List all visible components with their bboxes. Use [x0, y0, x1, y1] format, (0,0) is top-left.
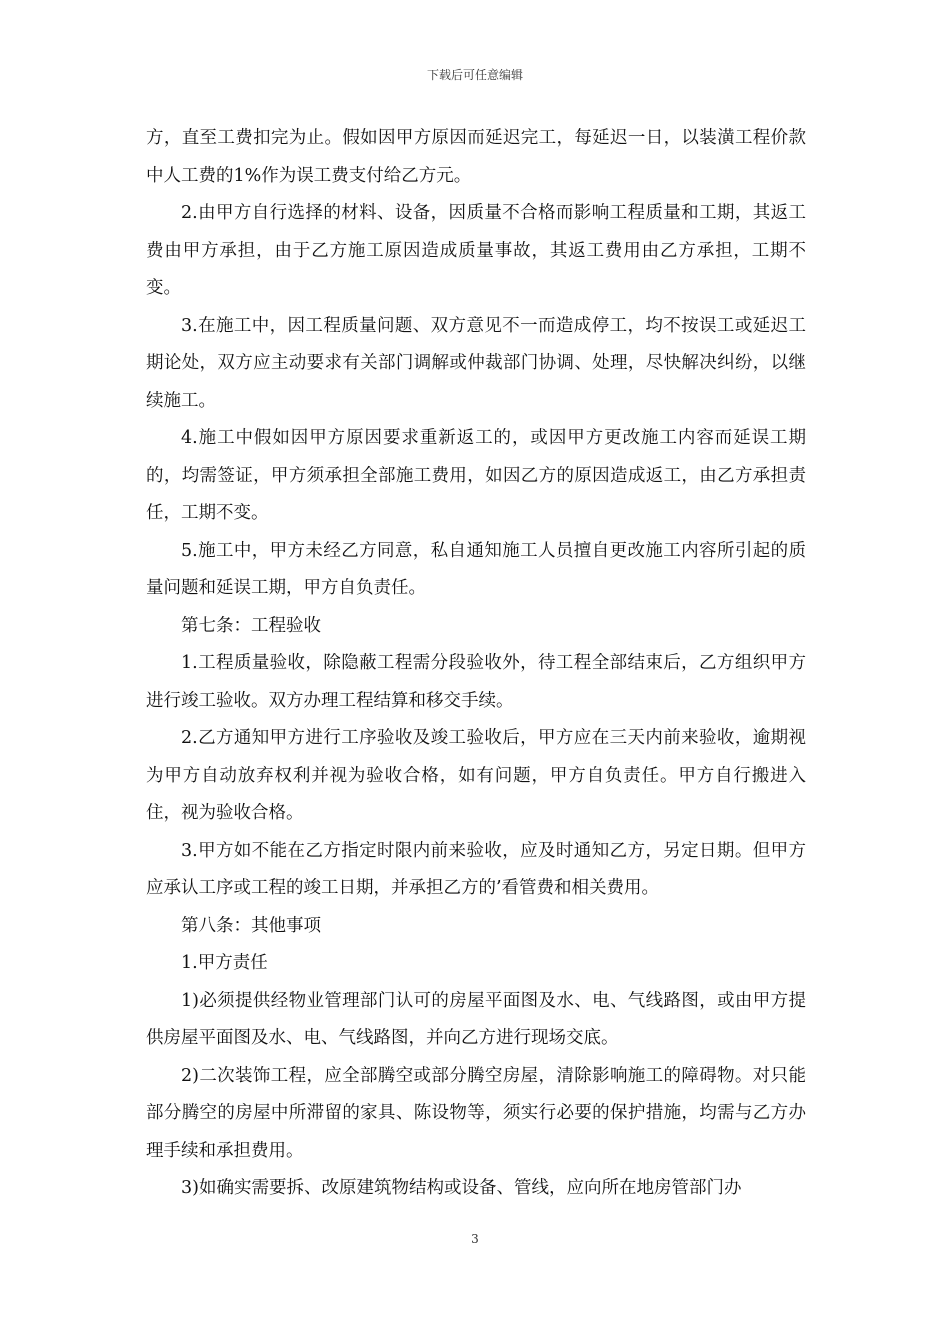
- paragraph: 3.甲方如不能在乙方指定时限内前来验收，应及时通知乙方，另定日期。但甲方应承认工序或工程的竣工日期，并承担乙方的’看管费和相关费用。: [146, 840, 806, 898]
- document-body: [146, 120, 806, 1208]
- section-heading: 第八条：其他事项: [181, 915, 321, 936]
- paragraph: 4.施工中假如因甲方原因要求重新返工的，或因甲方更改施工内容而延误工期的，均需签证，甲方须承担全部施工费用，如因乙方的原因造成返工，由乙方承担责任，工期不变。: [146, 428, 806, 523]
- section-heading: 第七条：工程验收: [181, 615, 321, 636]
- paragraph: 2.由甲方自行选择的材料、设备，因质量不合格而影响工程质量和工期，其返工费由甲方承担，由于乙方施工原因造成质量事故，其返工费用由乙方承担，工期不变。: [146, 203, 806, 298]
- page-number: 3: [471, 1232, 479, 1246]
- paragraph: 3)如确实需要拆、改原建筑物结构或设备、管线，应向所在地房管部门办: [181, 1178, 742, 1198]
- subsection-heading: 1.甲方责任: [181, 953, 268, 973]
- paragraph: 3.在施工中，因工程质量问题、双方意见不一而造成停工，均不按误工或延迟工期论处，双方应主动要求有关部门调解或仲裁部门协调、处理，尽快解决纠纷，以继续施工。: [146, 315, 806, 411]
- paragraph: 2)二次装饰工程，应全部腾空或部分腾空房屋，清除影响施工的障碍物。对只能部分腾空的房屋中所滞留的家具、陈设物等，须实行必要的保护措施，均需与乙方办理手续和承担费用。: [146, 1065, 806, 1161]
- page-header: 下载后可任意编辑: [426, 68, 523, 82]
- paragraph: 5.施工中，甲方未经乙方同意，私自通知施工人员擅自更改施工内容所引起的质量问题和延误工期，甲方自负责任。: [146, 540, 806, 598]
- paragraph: 1)必须提供经物业管理部门认可的房屋平面图及水、电、气线路图，或由甲方提供房屋平面图及水、电、气线路图，并向乙方进行现场交底。: [146, 990, 806, 1048]
- paragraph: 2.乙方通知甲方进行工序验收及竣工验收后，甲方应在三天内前来验收，逾期视为甲方自动放弃权利并视为验收合格，如有问题，甲方自负责任。甲方自行搬进入住，视为验收合格。: [146, 728, 806, 823]
- paragraph: 方，直至工费扣完为止。假如因甲方原因而延迟完工，每延迟一日，以装潢工程价款中人工费的1%作为误工费支付给乙方元。: [146, 128, 806, 186]
- paragraph: 1.工程质量验收，除隐蔽工程需分段验收外，待工程全部结束后，乙方组织甲方进行竣工验收。双方办理工程结算和移交手续。: [146, 653, 806, 711]
